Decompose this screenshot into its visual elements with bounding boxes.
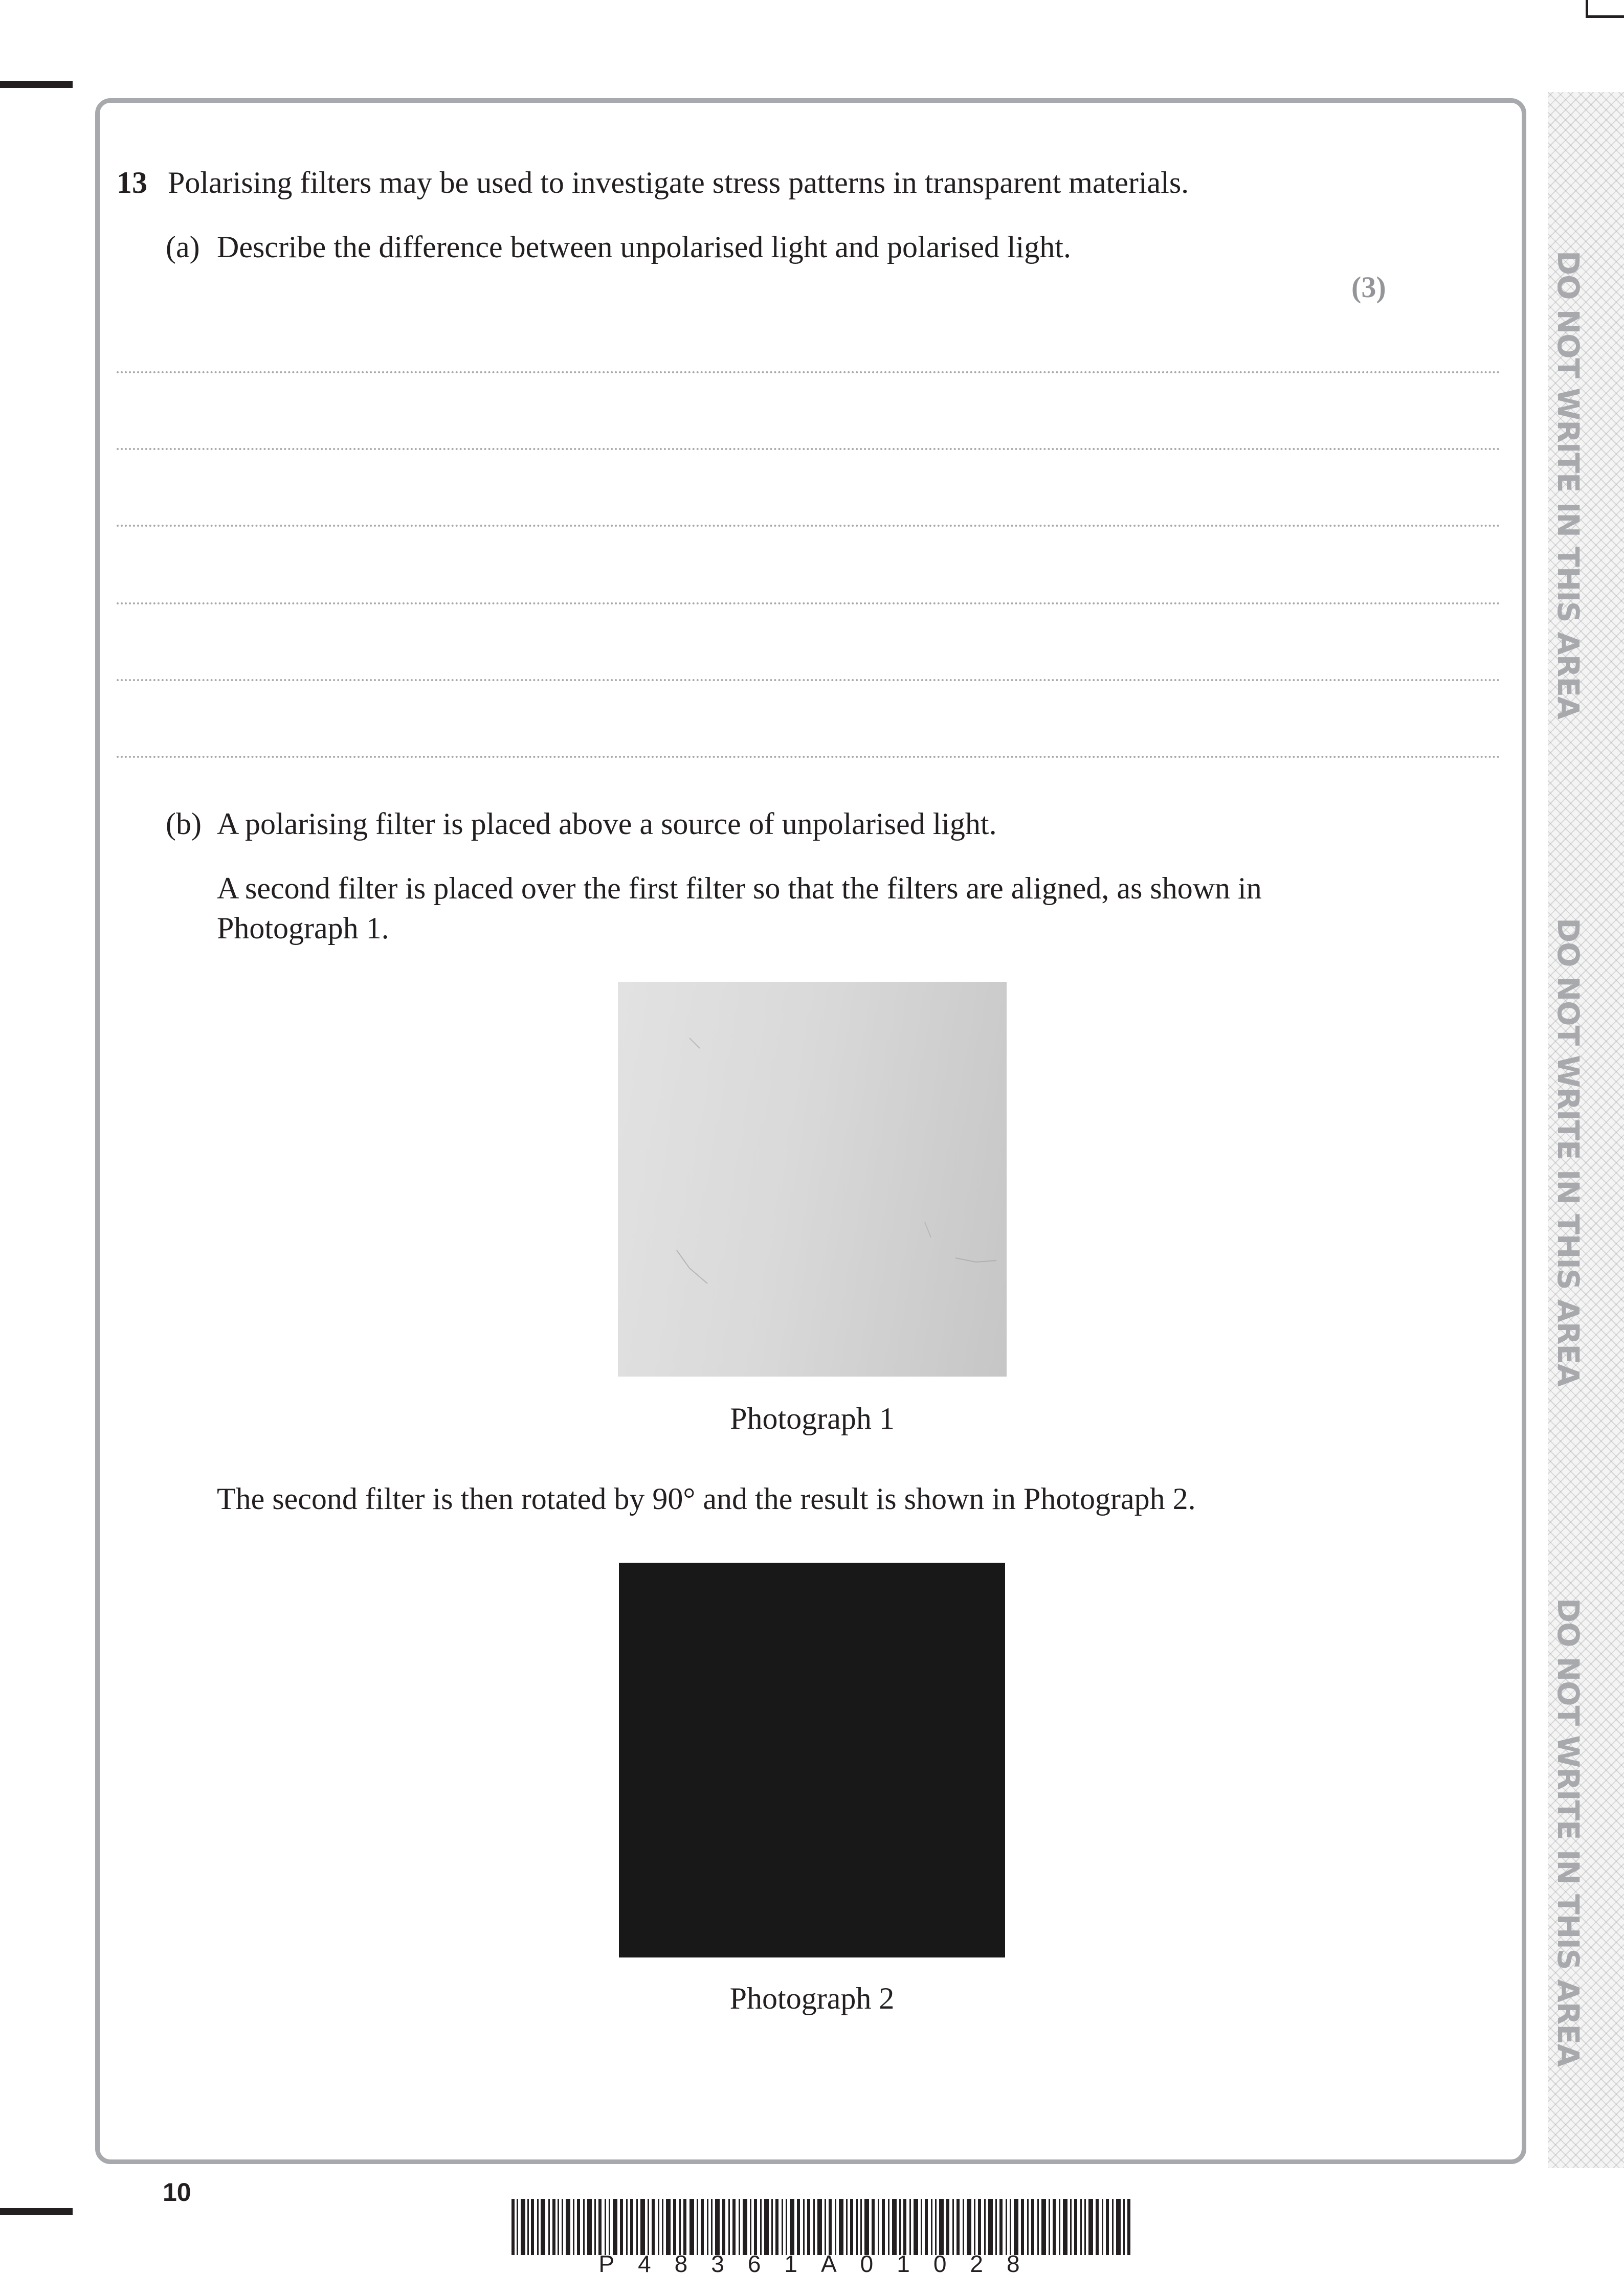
part-a-marks: (3)	[1351, 271, 1386, 304]
answer-line[interactable]	[117, 371, 1501, 373]
barcode	[511, 2199, 1130, 2255]
crop-mark-top-right-v	[1586, 0, 1588, 15]
answer-line[interactable]	[117, 602, 1501, 604]
question-stem: Polarising filters may be used to investigate stress patterns in transparent materials.	[168, 166, 1189, 199]
answer-line[interactable]	[117, 448, 1501, 450]
part-a-text: Describe the difference between unpolarised light and polarised light.	[217, 230, 1071, 264]
photograph-1-scratches	[618, 982, 1007, 1377]
part-b-text-2-line-1: A second filter is placed over the first filter so that the filters are aligned, as shown in	[217, 871, 1262, 905]
photograph-1-image	[618, 982, 1007, 1377]
crop-mark-top-left	[0, 81, 73, 88]
photograph-2-image	[619, 1563, 1005, 1957]
margin-warning-2: DO NOT WRITE IN THIS AREA	[1551, 918, 1586, 1386]
question-number: 13	[117, 166, 147, 199]
part-b-text-3: The second filter is then rotated by 90° and the result is shown in Photograph 2.	[217, 1482, 1196, 1516]
part-b-text-2-line-2: Photograph 1.	[217, 911, 389, 945]
crop-mark-bottom-left	[0, 2208, 73, 2215]
part-b-text-1: A polarising filter is placed above a source of unpolarised light.	[217, 807, 997, 841]
part-b-label: (b)	[166, 807, 202, 841]
part-a-label: (a)	[166, 230, 200, 264]
photograph-2-caption: Photograph 2	[729, 1982, 895, 2015]
answer-line[interactable]	[117, 756, 1501, 758]
page-number: 10	[163, 2178, 191, 2207]
answer-line[interactable]	[117, 679, 1501, 681]
answer-line[interactable]	[117, 525, 1501, 527]
margin-warning-1: DO NOT WRITE IN THIS AREA	[1551, 251, 1586, 719]
margin-warning-3: DO NOT WRITE IN THIS AREA	[1551, 1598, 1586, 2066]
barcode-number: P48361A01028	[598, 2250, 1043, 2277]
crop-mark-top-right-h	[1586, 15, 1624, 18]
photograph-1-caption: Photograph 1	[730, 1402, 895, 1435]
